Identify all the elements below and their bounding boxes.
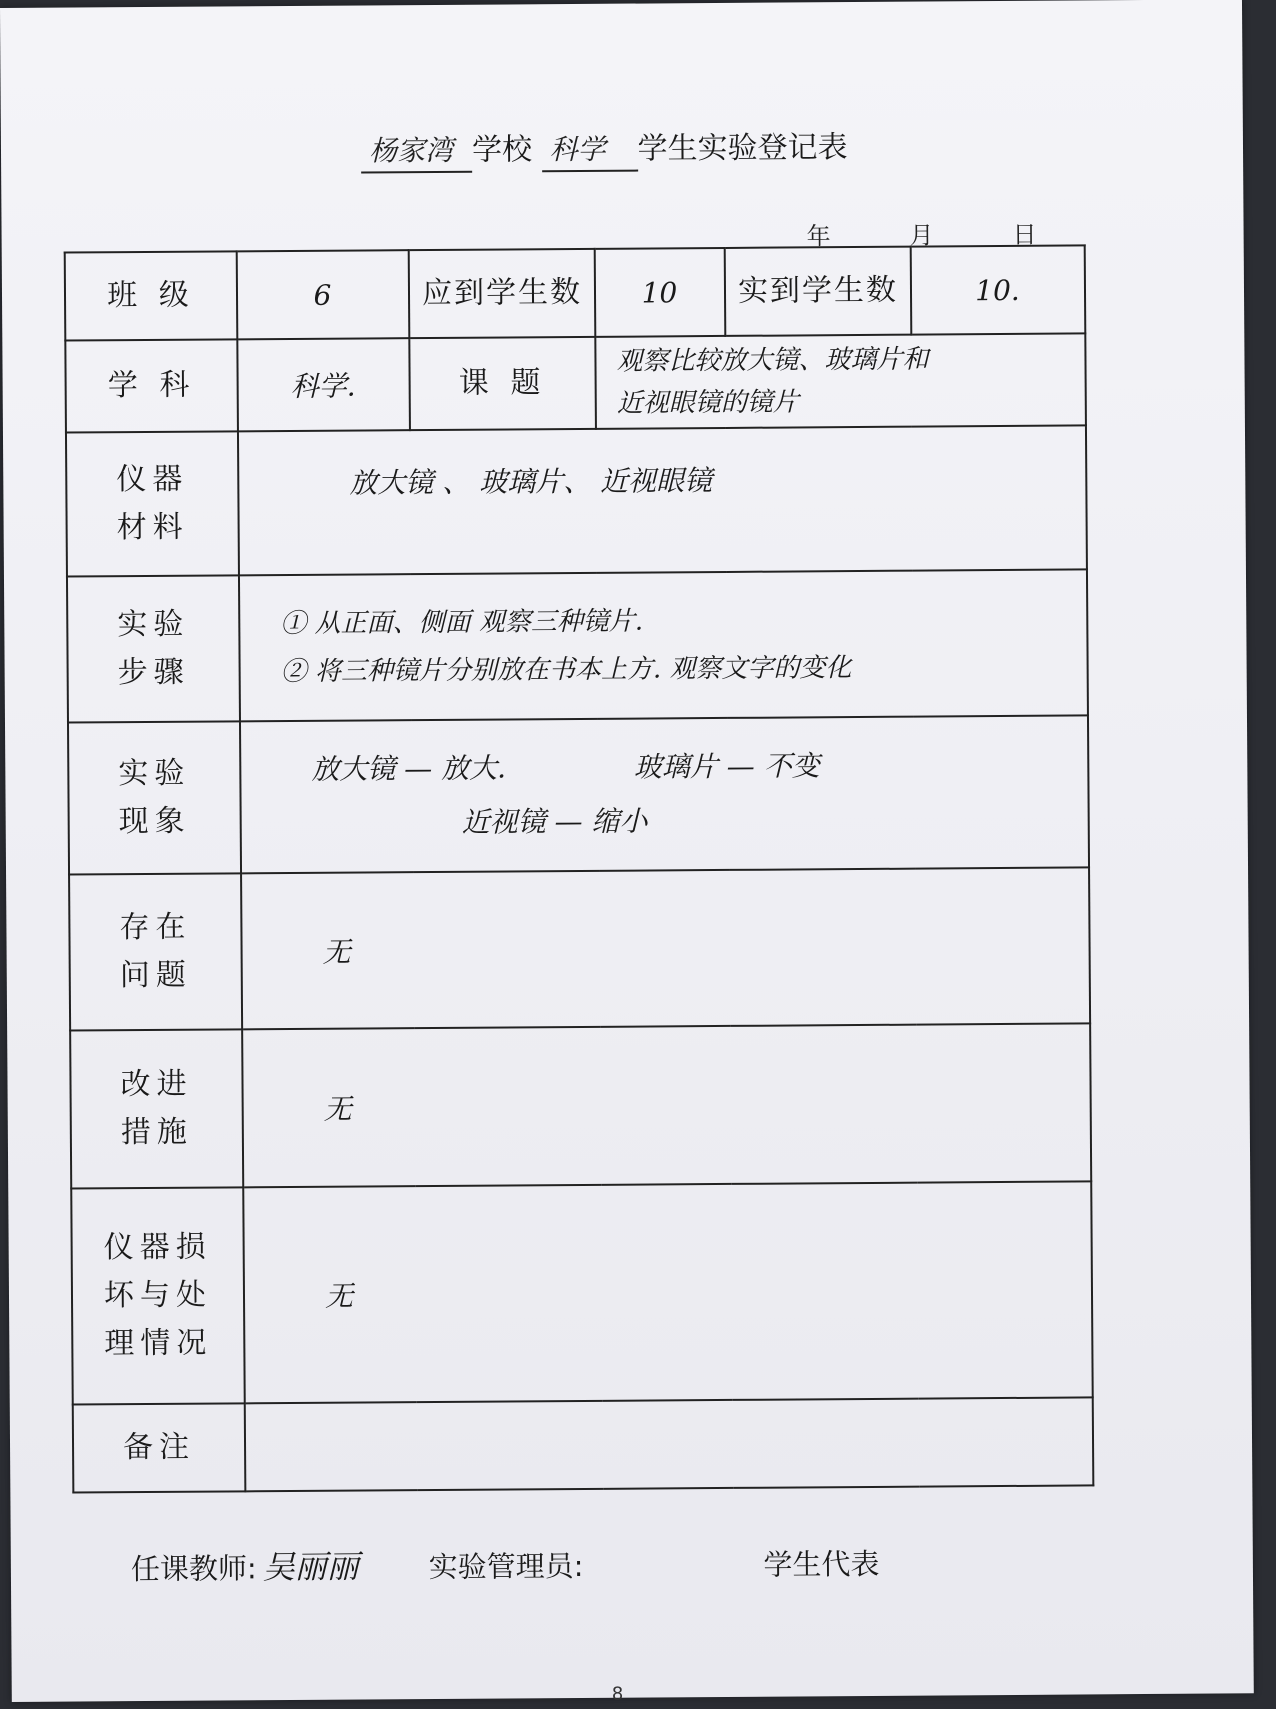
actual-students-label: 实到学生数 bbox=[725, 247, 912, 336]
student-rep-label: 学生代表 bbox=[763, 1546, 880, 1582]
steps-label: 实验 步骤 bbox=[67, 575, 240, 722]
row-equipment bbox=[66, 425, 1087, 576]
damage-label: 仪器损 坏与处 理情况 bbox=[71, 1187, 245, 1404]
expected-students-value: 10 bbox=[595, 248, 726, 337]
row-remarks bbox=[73, 1397, 1094, 1492]
school-suffix: 学校 bbox=[471, 132, 533, 168]
actual-students-value: 10. bbox=[911, 245, 1086, 334]
equipment-value: 放大镜 、 玻璃片、 近视眼镜 bbox=[238, 425, 1087, 575]
problems-value: 无 bbox=[241, 867, 1090, 1029]
phenomenon-magnifier: 放大镜 — 放大. bbox=[311, 751, 507, 786]
phenomenon-label: 实验 现象 bbox=[68, 721, 241, 874]
form-title-text: 学生实验登记表 bbox=[637, 130, 848, 167]
step-2: ② 将三种镜片分别放在书本上方. 观察文字的变化 bbox=[280, 653, 852, 688]
signature-footer bbox=[131, 1537, 1031, 1589]
date-month: 月 bbox=[909, 221, 934, 250]
class-label: 班 级 bbox=[65, 251, 238, 340]
row-phenomenon bbox=[68, 715, 1089, 874]
topic-label: 课 题 bbox=[409, 337, 596, 430]
equipment-label: 仪器 材料 bbox=[66, 431, 239, 576]
date-year: 年 bbox=[806, 222, 831, 251]
school-name-handwritten: 杨家湾 bbox=[361, 129, 472, 174]
row-improvements bbox=[70, 1023, 1091, 1188]
subject-handwritten: 科学 bbox=[541, 128, 637, 173]
phenomenon-myopia: 近视镜 — 缩小 bbox=[461, 804, 648, 839]
problems-label: 存在 问题 bbox=[69, 873, 242, 1030]
page-number: 8 bbox=[611, 1683, 624, 1705]
subject-label: 学 科 bbox=[65, 339, 238, 432]
date-day: 日 bbox=[1012, 220, 1037, 249]
class-value: 6 bbox=[237, 250, 410, 339]
row-damage bbox=[71, 1181, 1092, 1404]
improvements-label: 改进 措施 bbox=[70, 1029, 243, 1188]
lab-admin-label: 实验管理员: bbox=[428, 1548, 584, 1585]
experiment-record-table bbox=[64, 244, 1095, 1493]
row-class-info bbox=[65, 245, 1086, 340]
phenomenon-value bbox=[240, 715, 1089, 873]
row-problems bbox=[69, 867, 1090, 1030]
phenomenon-glass: 玻璃片 — 不变 bbox=[633, 749, 820, 784]
expected-students-label: 应到学生数 bbox=[409, 249, 596, 338]
topic-line-2: 近视眼镜的镜片 bbox=[616, 387, 799, 419]
remarks-value bbox=[245, 1397, 1094, 1491]
damage-value: 无 bbox=[243, 1181, 1092, 1403]
teacher-signature: 吴丽丽 bbox=[262, 1547, 359, 1587]
topic-line-1: 观察比较放大镜、玻璃片和 bbox=[616, 344, 929, 377]
subject-value: 科学. bbox=[237, 338, 410, 431]
steps-value bbox=[239, 569, 1088, 721]
remarks-label: 备注 bbox=[73, 1403, 246, 1492]
topic-value bbox=[595, 333, 1086, 428]
form-title bbox=[361, 122, 921, 174]
row-steps bbox=[67, 569, 1088, 722]
row-subject bbox=[65, 333, 1086, 432]
improvements-value: 无 bbox=[242, 1023, 1091, 1187]
teacher-label: 任课教师: bbox=[130, 1551, 257, 1587]
step-1: ① 从正面、侧面 观察三种镜片. bbox=[280, 606, 644, 640]
